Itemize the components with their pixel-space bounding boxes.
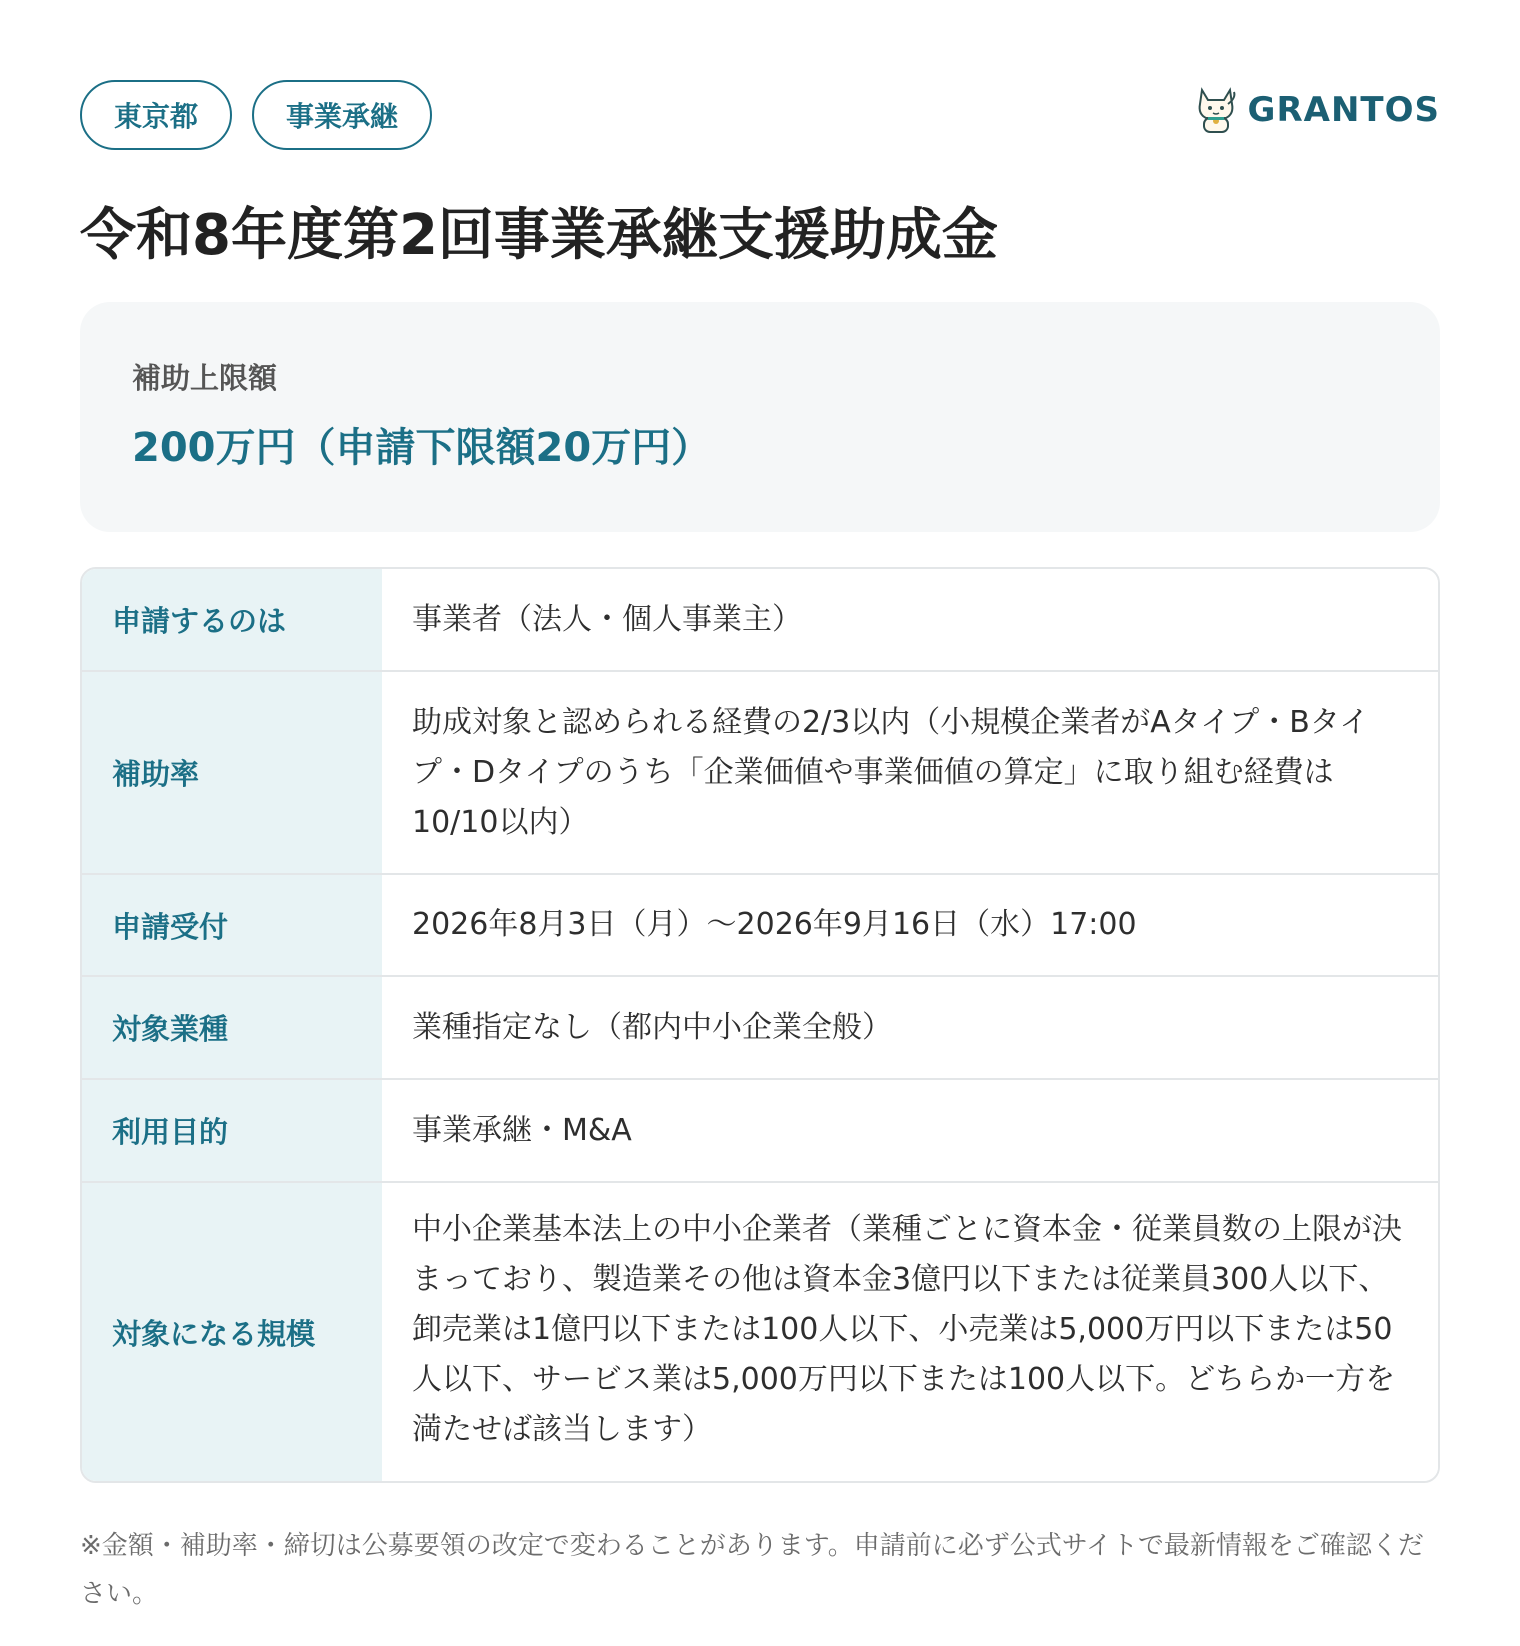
subsidy-limit-card — [80, 302, 1440, 532]
brand-logo[interactable] — [1194, 84, 1440, 136]
row-value: 業種指定なし（都内中小企業全般） — [382, 977, 1438, 1078]
disclaimer-note: ※金額・補助率・締切は公募要領の改定で変わることがあります。申請前に必ず公式サイトで最新情報をご確認ください。 — [80, 1531, 1424, 1609]
subsidy-limit-value: 200万円（申請下限額20万円） — [132, 425, 712, 471]
row-value: 助成対象と認められる経費の2/3以内（小規模企業者がAタイプ・Bタイプ・Dタイプのうち「企業価値や事業価値の算定」に取り組む経費は10/10以内） — [382, 672, 1438, 873]
table-row-company-size — [82, 1181, 1438, 1481]
row-label: 補助率 — [82, 672, 382, 873]
maneki-neko-cat-icon — [1194, 84, 1238, 136]
brand-name: GRANTOS — [1247, 90, 1440, 130]
row-label: 申請受付 — [82, 875, 382, 975]
row-label: 対象業種 — [82, 977, 382, 1078]
table-row-applicant — [82, 569, 1438, 670]
table-row-subsidy-rate — [82, 670, 1438, 873]
tag-prefecture[interactable]: 東京都 — [80, 80, 232, 150]
tag-category[interactable]: 事業承継 — [252, 80, 432, 150]
table-row-application-period — [82, 873, 1438, 975]
row-label: 利用目的 — [82, 1080, 382, 1181]
table-row-industry — [82, 975, 1438, 1078]
row-value: 事業者（法人・個人事業主） — [382, 569, 1438, 670]
row-value: 2026年8月3日（月）～2026年9月16日（水）17:00 — [382, 875, 1438, 975]
subsidy-limit-label: 補助上限額 — [132, 361, 278, 395]
page-title: 令和8年度第2回事業承継支援助成金 — [80, 203, 998, 268]
header — [80, 80, 1440, 150]
row-value: 事業承継・M&A — [382, 1080, 1438, 1181]
table-row-purpose — [82, 1078, 1438, 1181]
row-value: 中小企業基本法上の中小企業者（業種ごとに資本金・従業員数の上限が決まっており、製造業その他は資本金3億円以下または従業員300人以下、卸売業は1億円以下または100人以下、小売業は5,000万円以下または50人以下、サービス業は5,000万円以下または100人以下。どちらか一方を満たせば該当します） — [382, 1183, 1438, 1481]
row-label: 申請するのは — [82, 569, 382, 670]
details-table — [80, 567, 1440, 1483]
row-label: 対象になる規模 — [82, 1183, 382, 1481]
